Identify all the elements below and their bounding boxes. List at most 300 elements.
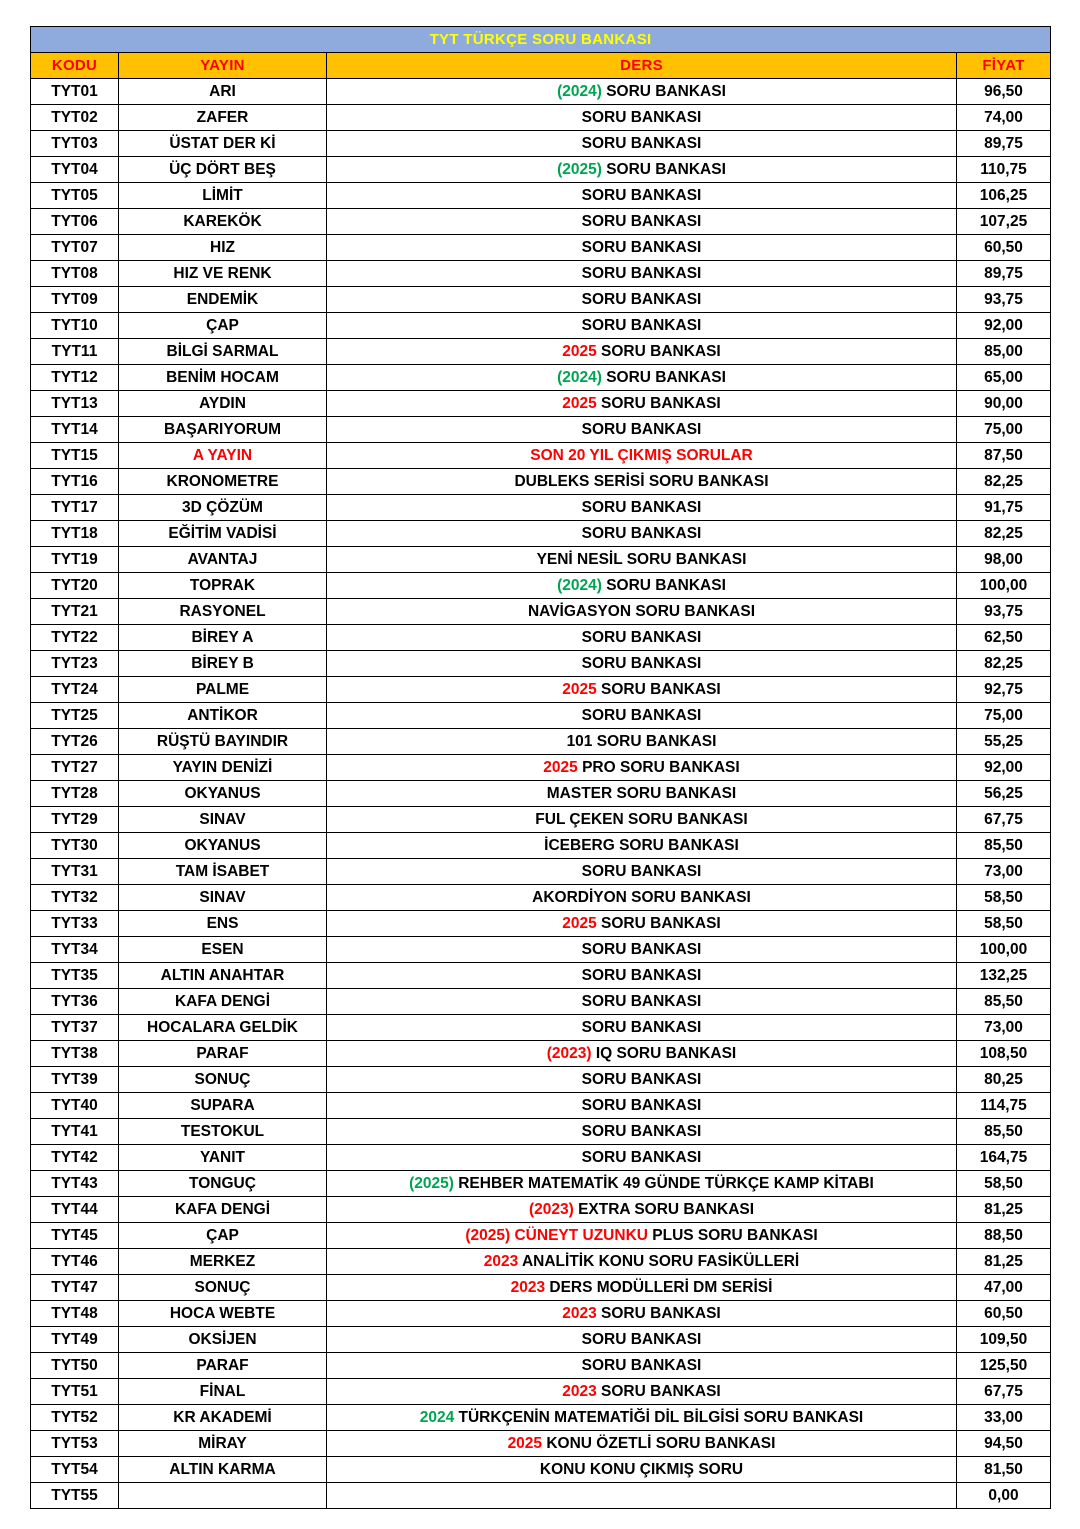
- cell-ders: [327, 1249, 957, 1275]
- price-table: [30, 26, 1051, 1509]
- cell-fiyat: 92,75: [957, 677, 1051, 703]
- table-row: [31, 1431, 1051, 1457]
- cell-fiyat: 65,00: [957, 365, 1051, 391]
- cell-ders: [327, 1379, 957, 1405]
- ders-segment: SORU BANKASI: [581, 1122, 702, 1140]
- cell-kodu: TYT23: [31, 651, 119, 677]
- cell-kodu: TYT50: [31, 1353, 119, 1379]
- cell-ders: [327, 287, 957, 313]
- cell-kodu: TYT05: [31, 183, 119, 209]
- ders-segment: SORU BANKASI: [581, 1330, 702, 1348]
- cell-yayin: PARAF: [119, 1041, 327, 1067]
- cell-ders: [327, 1015, 957, 1041]
- cell-kodu: TYT15: [31, 443, 119, 469]
- cell-yayin: BAŞARIYORUM: [119, 417, 327, 443]
- cell-ders: [327, 651, 957, 677]
- ders-segment: KONU ÖZETLİ SORU BANKASI: [542, 1434, 776, 1452]
- table-title: TYT TÜRKÇE SORU BANKASI: [31, 27, 1051, 53]
- cell-yayin: ALTIN ANAHTAR: [119, 963, 327, 989]
- cell-yayin: HOCA WEBTE: [119, 1301, 327, 1327]
- column-header-kodu: KODU: [31, 53, 119, 79]
- cell-fiyat: 58,50: [957, 1171, 1051, 1197]
- cell-kodu: TYT21: [31, 599, 119, 625]
- cell-fiyat: 125,50: [957, 1353, 1051, 1379]
- table-title-row: [31, 27, 1051, 53]
- cell-fiyat: 98,00: [957, 547, 1051, 573]
- ders-segment: (2024): [557, 82, 602, 100]
- ders-segment: 2025: [507, 1434, 543, 1452]
- cell-kodu: TYT28: [31, 781, 119, 807]
- cell-ders: [327, 1119, 957, 1145]
- cell-ders: [327, 989, 957, 1015]
- cell-yayin: TESTOKUL: [119, 1119, 327, 1145]
- cell-ders: [327, 469, 957, 495]
- cell-yayin: KAFA DENGİ: [119, 989, 327, 1015]
- cell-kodu: TYT27: [31, 755, 119, 781]
- cell-fiyat: 93,75: [957, 287, 1051, 313]
- ders-segment: 2025: [562, 914, 597, 932]
- cell-yayin: AVANTAJ: [119, 547, 327, 573]
- cell-ders: [327, 1483, 957, 1509]
- ders-segment: SON 20 YIL ÇIKMIŞ SORULAR: [530, 446, 753, 464]
- ders-segment: SORU BANKASI: [596, 342, 721, 360]
- table-row: [31, 1275, 1051, 1301]
- cell-kodu: TYT33: [31, 911, 119, 937]
- cell-kodu: TYT40: [31, 1093, 119, 1119]
- cell-kodu: TYT09: [31, 287, 119, 313]
- cell-kodu: TYT39: [31, 1067, 119, 1093]
- table-row: [31, 1457, 1051, 1483]
- table-row: [31, 469, 1051, 495]
- ders-segment: 2023: [562, 1304, 597, 1322]
- cell-kodu: TYT37: [31, 1015, 119, 1041]
- cell-kodu: TYT18: [31, 521, 119, 547]
- cell-fiyat: 81,50: [957, 1457, 1051, 1483]
- column-header-yayin: YAYIN: [119, 53, 327, 79]
- cell-yayin: ENS: [119, 911, 327, 937]
- table-row: [31, 1301, 1051, 1327]
- cell-kodu: TYT22: [31, 625, 119, 651]
- table-row: [31, 495, 1051, 521]
- cell-kodu: TYT48: [31, 1301, 119, 1327]
- table-row: [31, 417, 1051, 443]
- cell-ders: [327, 755, 957, 781]
- cell-kodu: TYT55: [31, 1483, 119, 1509]
- ders-segment: (2023): [528, 1200, 574, 1218]
- cell-yayin: 3D ÇÖZÜM: [119, 495, 327, 521]
- cell-fiyat: 100,00: [957, 937, 1051, 963]
- cell-fiyat: 114,75: [957, 1093, 1051, 1119]
- cell-ders: [327, 79, 957, 105]
- table-row: [31, 157, 1051, 183]
- cell-kodu: TYT44: [31, 1197, 119, 1223]
- cell-kodu: TYT26: [31, 729, 119, 755]
- ders-segment: 2025: [562, 394, 597, 412]
- cell-ders: [327, 1405, 957, 1431]
- cell-fiyat: 73,00: [957, 859, 1051, 885]
- table-row: [31, 521, 1051, 547]
- ders-segment: PRO SORU BANKASI: [577, 758, 740, 776]
- cell-ders: [327, 1353, 957, 1379]
- cell-yayin: BİLGİ SARMAL: [119, 339, 327, 365]
- table-row: [31, 677, 1051, 703]
- cell-kodu: TYT08: [31, 261, 119, 287]
- cell-ders: [327, 235, 957, 261]
- cell-ders: [327, 729, 957, 755]
- cell-yayin: LİMİT: [119, 183, 327, 209]
- cell-fiyat: 82,25: [957, 469, 1051, 495]
- cell-kodu: TYT14: [31, 417, 119, 443]
- cell-kodu: TYT30: [31, 833, 119, 859]
- cell-ders: [327, 495, 957, 521]
- table-row: [31, 287, 1051, 313]
- ders-segment: SORU BANKASI: [581, 186, 702, 204]
- ders-segment: IQ SORU BANKASI: [591, 1044, 737, 1062]
- table-row: [31, 183, 1051, 209]
- cell-fiyat: 58,50: [957, 885, 1051, 911]
- cell-yayin: YAYIN DENİZİ: [119, 755, 327, 781]
- cell-yayin: SONUÇ: [119, 1067, 327, 1093]
- table-row: [31, 391, 1051, 417]
- ders-segment: SORU BANKASI: [581, 628, 702, 646]
- ders-segment: SORU BANKASI: [581, 862, 702, 880]
- ders-segment: SORU BANKASI: [596, 1382, 721, 1400]
- cell-fiyat: 109,50: [957, 1327, 1051, 1353]
- ders-segment: (2023): [546, 1044, 592, 1062]
- ders-segment: DERS MODÜLLERİ DM SERİSİ: [545, 1278, 773, 1296]
- cell-yayin: KR AKADEMİ: [119, 1405, 327, 1431]
- cell-kodu: TYT31: [31, 859, 119, 885]
- table-body: [31, 27, 1051, 1509]
- ders-segment: 2025: [562, 342, 597, 360]
- cell-fiyat: 58,50: [957, 911, 1051, 937]
- cell-kodu: TYT02: [31, 105, 119, 131]
- cell-fiyat: 91,75: [957, 495, 1051, 521]
- table-row: [31, 885, 1051, 911]
- ders-segment: SORU BANKASI: [581, 524, 702, 542]
- ders-segment: SORU BANKASI: [581, 264, 702, 282]
- cell-yayin: KAREKÖK: [119, 209, 327, 235]
- ders-segment: SORU BANKASI: [581, 238, 702, 256]
- cell-kodu: TYT25: [31, 703, 119, 729]
- table-row: [31, 755, 1051, 781]
- cell-fiyat: 85,50: [957, 989, 1051, 1015]
- table-row: [31, 313, 1051, 339]
- cell-kodu: TYT47: [31, 1275, 119, 1301]
- table-row: [31, 833, 1051, 859]
- cell-fiyat: 82,25: [957, 521, 1051, 547]
- table-row: [31, 365, 1051, 391]
- cell-kodu: TYT04: [31, 157, 119, 183]
- cell-kodu: TYT41: [31, 1119, 119, 1145]
- ders-segment: SORU BANKASI: [581, 108, 702, 126]
- cell-ders: [327, 209, 957, 235]
- cell-ders: [327, 781, 957, 807]
- cell-ders: [327, 833, 957, 859]
- cell-kodu: TYT46: [31, 1249, 119, 1275]
- cell-yayin: RASYONEL: [119, 599, 327, 625]
- cell-fiyat: 81,25: [957, 1249, 1051, 1275]
- ders-segment: SORU BANKASI: [581, 1356, 702, 1374]
- cell-yayin: SINAV: [119, 807, 327, 833]
- cell-fiyat: 85,50: [957, 1119, 1051, 1145]
- cell-yayin: ENDEMİK: [119, 287, 327, 313]
- cell-fiyat: 89,75: [957, 261, 1051, 287]
- ders-segment: SORU BANKASI: [581, 992, 702, 1010]
- cell-yayin: ARI: [119, 79, 327, 105]
- cell-ders: [327, 599, 957, 625]
- ders-segment: SORU BANKASI: [581, 1148, 702, 1166]
- ders-segment: SORU BANKASI: [596, 680, 721, 698]
- cell-kodu: TYT38: [31, 1041, 119, 1067]
- cell-yayin: SUPARA: [119, 1093, 327, 1119]
- cell-yayin: PARAF: [119, 1353, 327, 1379]
- table-row: [31, 209, 1051, 235]
- table-row: [31, 573, 1051, 599]
- cell-kodu: TYT07: [31, 235, 119, 261]
- ders-segment: 2025: [543, 758, 578, 776]
- ders-segment: YENİ NESİL SORU BANKASI: [536, 550, 747, 568]
- cell-kodu: TYT45: [31, 1223, 119, 1249]
- cell-fiyat: 85,00: [957, 339, 1051, 365]
- cell-ders: [327, 963, 957, 989]
- cell-yayin: SINAV: [119, 885, 327, 911]
- cell-ders: [327, 573, 957, 599]
- cell-yayin: ALTIN KARMA: [119, 1457, 327, 1483]
- table-row: [31, 1197, 1051, 1223]
- ders-segment: SORU BANKASI: [601, 160, 726, 178]
- cell-fiyat: 60,50: [957, 1301, 1051, 1327]
- ders-segment: SORU BANKASI: [596, 1304, 721, 1322]
- ders-segment: SORU BANKASI: [581, 134, 702, 152]
- cell-fiyat: 100,00: [957, 573, 1051, 599]
- ders-segment: SORU BANKASI: [601, 82, 726, 100]
- cell-fiyat: 67,75: [957, 1379, 1051, 1405]
- ders-segment: SORU BANKASI: [581, 654, 702, 672]
- cell-fiyat: 60,50: [957, 235, 1051, 261]
- cell-fiyat: 96,50: [957, 79, 1051, 105]
- cell-kodu: TYT29: [31, 807, 119, 833]
- cell-ders: [327, 807, 957, 833]
- cell-fiyat: 56,25: [957, 781, 1051, 807]
- cell-yayin: ZAFER: [119, 105, 327, 131]
- ders-segment: SORU BANKASI: [601, 368, 726, 386]
- ders-segment: (2025): [557, 160, 602, 178]
- cell-ders: [327, 131, 957, 157]
- cell-fiyat: 107,25: [957, 209, 1051, 235]
- ders-segment: SORU BANKASI: [581, 498, 702, 516]
- cell-yayin: MERKEZ: [119, 1249, 327, 1275]
- table-row: [31, 937, 1051, 963]
- ders-segment: SORU BANKASI: [581, 706, 702, 724]
- cell-kodu: TYT13: [31, 391, 119, 417]
- cell-fiyat: 67,75: [957, 807, 1051, 833]
- cell-kodu: TYT16: [31, 469, 119, 495]
- cell-kodu: TYT01: [31, 79, 119, 105]
- cell-fiyat: 108,50: [957, 1041, 1051, 1067]
- table-row: [31, 339, 1051, 365]
- ders-segment: PLUS SORU BANKASI: [647, 1226, 818, 1244]
- cell-yayin: OKYANUS: [119, 781, 327, 807]
- cell-yayin: ANTİKOR: [119, 703, 327, 729]
- cell-yayin: FİNAL: [119, 1379, 327, 1405]
- cell-kodu: TYT11: [31, 339, 119, 365]
- cell-kodu: TYT10: [31, 313, 119, 339]
- cell-fiyat: 75,00: [957, 417, 1051, 443]
- cell-kodu: TYT34: [31, 937, 119, 963]
- cell-fiyat: 110,75: [957, 157, 1051, 183]
- cell-ders: [327, 1171, 957, 1197]
- table-row: [31, 911, 1051, 937]
- ders-segment: 2023: [562, 1382, 597, 1400]
- table-row: [31, 1067, 1051, 1093]
- table-row: [31, 729, 1051, 755]
- cell-ders: [327, 1301, 957, 1327]
- table-row: [31, 1171, 1051, 1197]
- ders-segment: AKORDİYON SORU BANKASI: [532, 888, 751, 906]
- ders-segment: İCEBERG SORU BANKASI: [544, 836, 739, 854]
- cell-kodu: TYT51: [31, 1379, 119, 1405]
- table-row: [31, 1249, 1051, 1275]
- cell-yayin: AYDIN: [119, 391, 327, 417]
- table-row: [31, 79, 1051, 105]
- table-row: [31, 261, 1051, 287]
- cell-ders: [327, 417, 957, 443]
- cell-kodu: TYT06: [31, 209, 119, 235]
- cell-kodu: TYT17: [31, 495, 119, 521]
- table-row: [31, 703, 1051, 729]
- cell-ders: [327, 1145, 957, 1171]
- table-row: [31, 131, 1051, 157]
- cell-fiyat: 132,25: [957, 963, 1051, 989]
- table-row: [31, 105, 1051, 131]
- cell-yayin: HIZ VE RENK: [119, 261, 327, 287]
- cell-fiyat: 85,50: [957, 833, 1051, 859]
- cell-kodu: TYT54: [31, 1457, 119, 1483]
- table-row: [31, 1015, 1051, 1041]
- cell-fiyat: 74,00: [957, 105, 1051, 131]
- cell-fiyat: 0,00: [957, 1483, 1051, 1509]
- ders-segment: REHBER MATEMATİK 49 GÜNDE TÜRKÇE KAMP KİTABI: [453, 1174, 874, 1192]
- cell-ders: [327, 937, 957, 963]
- table-row: [31, 1041, 1051, 1067]
- cell-yayin: TONGUÇ: [119, 1171, 327, 1197]
- cell-fiyat: 47,00: [957, 1275, 1051, 1301]
- ders-segment: MASTER SORU BANKASI: [546, 784, 737, 802]
- cell-ders: [327, 391, 957, 417]
- ders-segment: 101 SORU BANKASI: [566, 732, 717, 750]
- cell-ders: [327, 313, 957, 339]
- cell-fiyat: 90,00: [957, 391, 1051, 417]
- ders-segment: SORU BANKASI: [581, 212, 702, 230]
- cell-yayin: HIZ: [119, 235, 327, 261]
- cell-yayin: TOPRAK: [119, 573, 327, 599]
- cell-yayin: ÇAP: [119, 1223, 327, 1249]
- column-header-fiyat: FİYAT: [957, 53, 1051, 79]
- cell-yayin: MİRAY: [119, 1431, 327, 1457]
- cell-yayin: BENİM HOCAM: [119, 365, 327, 391]
- cell-kodu: TYT32: [31, 885, 119, 911]
- table-row: [31, 807, 1051, 833]
- ders-segment: SORU BANKASI: [581, 940, 702, 958]
- cell-yayin: YANIT: [119, 1145, 327, 1171]
- ders-segment: FUL ÇEKEN SORU BANKASI: [535, 810, 748, 828]
- cell-fiyat: 87,50: [957, 443, 1051, 469]
- ders-segment: (2025) CÜNEYT UZUNKU: [465, 1226, 648, 1244]
- cell-ders: [327, 547, 957, 573]
- cell-yayin: [119, 1483, 327, 1509]
- table-row: [31, 963, 1051, 989]
- table-row: [31, 651, 1051, 677]
- cell-yayin: BİREY A: [119, 625, 327, 651]
- ders-segment: KONU KONU ÇIKMIŞ SORU: [539, 1460, 744, 1478]
- ders-segment: 2024: [419, 1408, 455, 1426]
- cell-ders: [327, 1223, 957, 1249]
- ders-segment: SORU BANKASI: [596, 394, 721, 412]
- ders-segment: NAVİGASYON SORU BANKASI: [527, 602, 756, 620]
- ders-segment: SORU BANKASI: [601, 576, 726, 594]
- cell-ders: [327, 521, 957, 547]
- cell-fiyat: 92,00: [957, 755, 1051, 781]
- cell-ders: [327, 911, 957, 937]
- cell-kodu: TYT43: [31, 1171, 119, 1197]
- cell-yayin: PALME: [119, 677, 327, 703]
- table-row: [31, 443, 1051, 469]
- ders-segment: SORU BANKASI: [596, 914, 721, 932]
- cell-yayin: BİREY B: [119, 651, 327, 677]
- cell-fiyat: 73,00: [957, 1015, 1051, 1041]
- cell-kodu: TYT42: [31, 1145, 119, 1171]
- cell-ders: [327, 443, 957, 469]
- cell-kodu: TYT35: [31, 963, 119, 989]
- ders-segment: TÜRKÇENİN MATEMATİĞİ DİL BİLGİSİ SORU BANKASI: [454, 1408, 864, 1426]
- ders-segment: 2025: [562, 680, 597, 698]
- cell-kodu: TYT52: [31, 1405, 119, 1431]
- table-row: [31, 1145, 1051, 1171]
- ders-segment: EXTRA SORU BANKASI: [573, 1200, 755, 1218]
- cell-ders: [327, 183, 957, 209]
- cell-yayin: KAFA DENGİ: [119, 1197, 327, 1223]
- table-row: [31, 625, 1051, 651]
- cell-fiyat: 164,75: [957, 1145, 1051, 1171]
- table-row: [31, 1405, 1051, 1431]
- cell-ders: [327, 261, 957, 287]
- cell-yayin: ÜÇ DÖRT BEŞ: [119, 157, 327, 183]
- cell-yayin: OKYANUS: [119, 833, 327, 859]
- table-row: [31, 1119, 1051, 1145]
- table-row: [31, 599, 1051, 625]
- cell-ders: [327, 1041, 957, 1067]
- cell-fiyat: 62,50: [957, 625, 1051, 651]
- table-row: [31, 547, 1051, 573]
- ders-segment: 2023: [510, 1278, 546, 1296]
- cell-ders: [327, 365, 957, 391]
- cell-kodu: TYT03: [31, 131, 119, 157]
- table-row: [31, 989, 1051, 1015]
- cell-ders: [327, 859, 957, 885]
- table-row: [31, 781, 1051, 807]
- cell-ders: [327, 1067, 957, 1093]
- cell-yayin: TAM İSABET: [119, 859, 327, 885]
- table-header-row: [31, 53, 1051, 79]
- cell-ders: [327, 157, 957, 183]
- cell-fiyat: 106,25: [957, 183, 1051, 209]
- cell-yayin: EĞİTİM VADİSİ: [119, 521, 327, 547]
- cell-ders: [327, 885, 957, 911]
- cell-ders: [327, 1327, 957, 1353]
- cell-yayin: ESEN: [119, 937, 327, 963]
- ders-segment: SORU BANKASI: [581, 1018, 702, 1036]
